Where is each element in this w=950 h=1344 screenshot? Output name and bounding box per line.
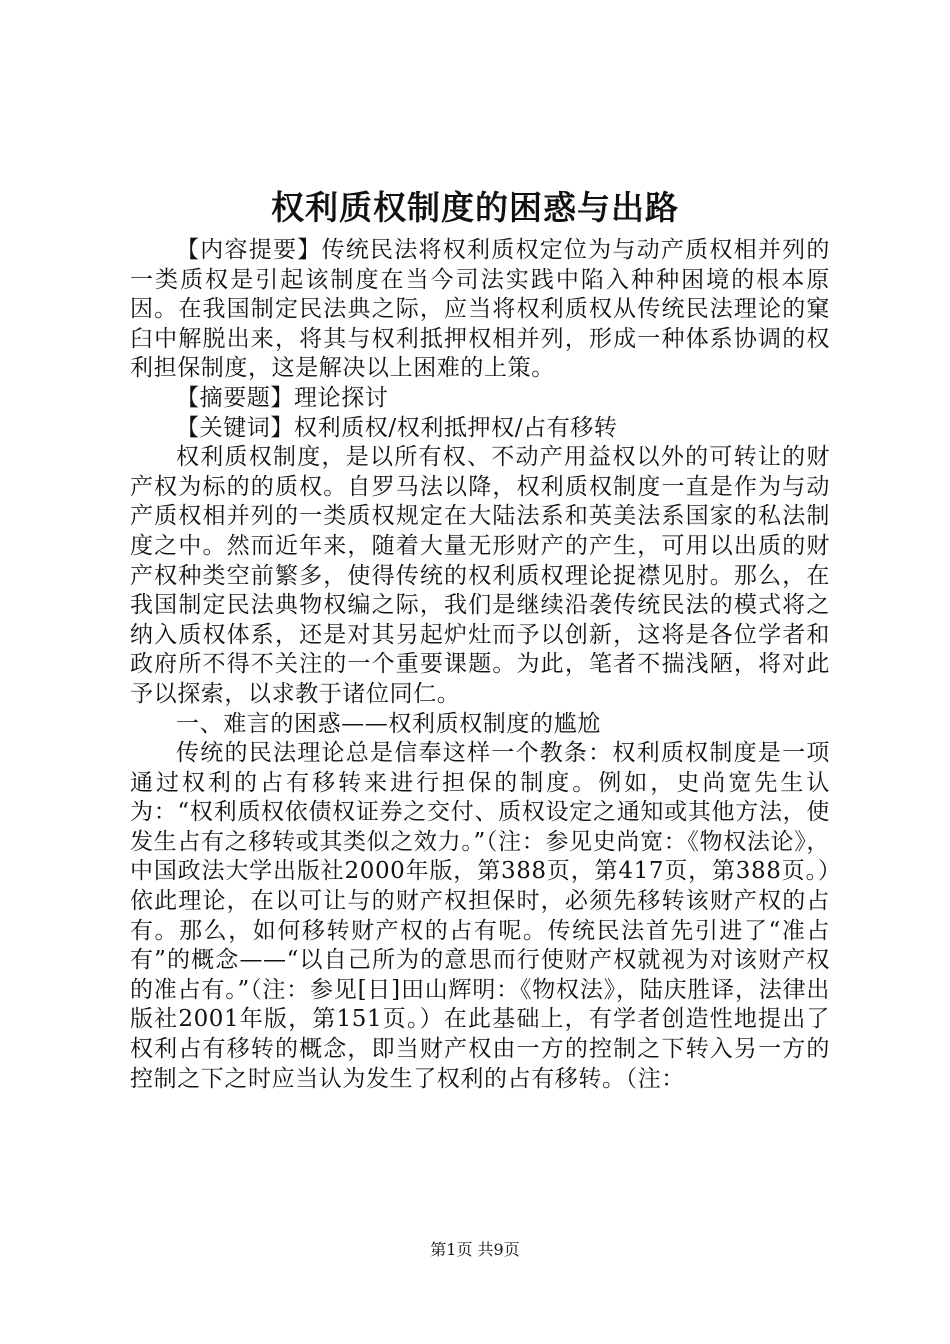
page-footer: 第1页 共9页 <box>430 1240 520 1259</box>
document-title: 权利质权制度的困惑与出路 <box>271 188 679 227</box>
document-body <box>130 236 830 1094</box>
body-paragraph: 传统的民法理论总是信奉这样一个教条：权利质权制度是一项通过权利的占有移转来进行担保的制度。例如，史尚宽先生认为：“权利质权依债权证券之交付、质权设定之通知或其他方法，使发生占有之移转或其类似之效力。”（注：参见史尚宽：《物权法论》，中国政法大学出版社2000年版，第388页，第417页，第388页。）依此理论，在以可让与的财产权担保时，必须先移转该财产权的占有。那么，如何移转财产权的占有呢。传统民法首先引进了“准占有”的概念——“以自己所为的意思而行使财产权就视为对该财产权的准占有。”（注：参见[日]田山辉明：《物权法》，陆庆胜译，法律出版社2001年版，第151页。）在此基础上，有学者创造性地提出了权利占有移转的概念，即当财产权由一方的控制之下转入另一方的控制之下之时应当认为发生了权利的占有移转。（注： <box>130 740 830 1092</box>
keywords-paragraph: 【关键词】权利质权/权利抵押权/占有移转 <box>176 414 618 441</box>
subject-paragraph: 【摘要题】理论探讨 <box>176 384 389 411</box>
section-heading: 一、难言的困惑——权利质权制度的尴尬 <box>176 710 601 737</box>
abstract-paragraph: 【内容提要】传统民法将权利质权定位为与动产质权相并列的一类质权是引起该制度在当今司法实践中陷入种种困境的根本原因。在我国制定民法典之际，应当将权利质权从传统民法理论的窠臼中解脱出来，将其与权利抵押权相并列，形成一种体系协调的权利担保制度，这是解决以上困难的上策。 <box>130 237 830 382</box>
body-paragraph: 权利质权制度，是以所有权、不动产用益权以外的可转让的财产权为标的的质权。自罗马法以降，权利质权制度一直是作为与动产质权相并列的一类质权规定在大陆法系和英美法系国家的私法制度之中。然而近年来，随着大量无形财产的产生，可用以出质的财产权种类空前繁多，使得传统的权利质权理论捉襟见肘。那么，在我国制定民法典物权编之际，我们是继续沿袭传统民法的模式将之纳入质权体系，还是对其另起炉灶而予以创新，这将是各位学者和政府所不得不关注的一个重要课题。为此，笔者不揣浅陋，将对此予以探索，以求教于诸位同仁。 <box>130 444 830 707</box>
